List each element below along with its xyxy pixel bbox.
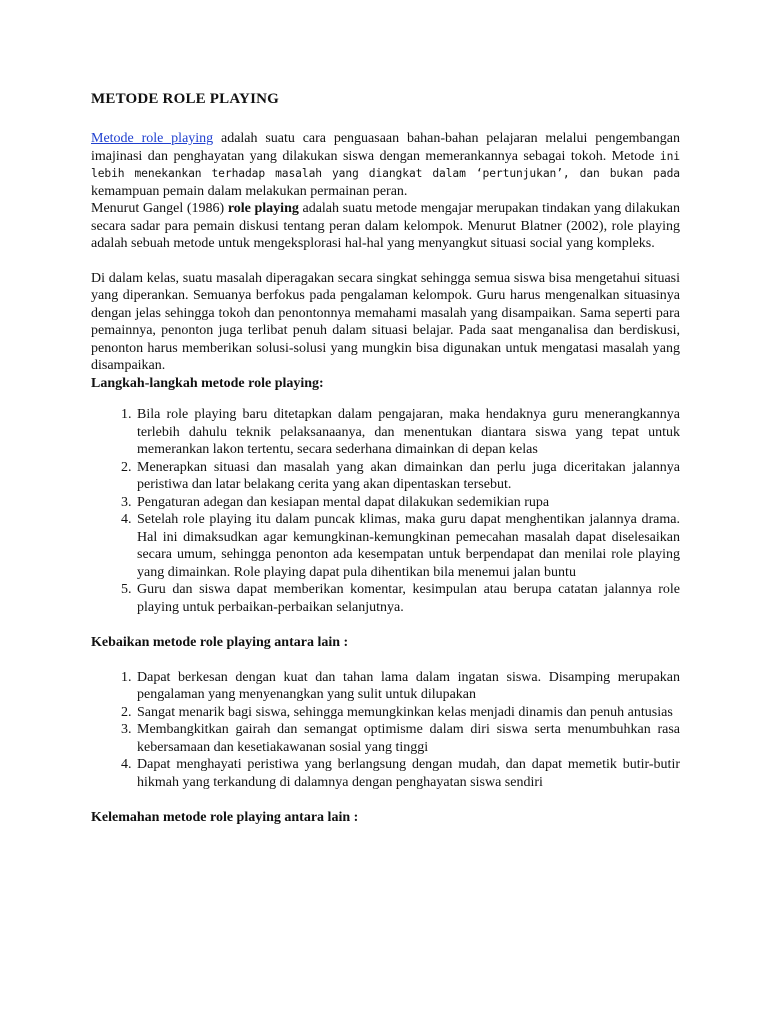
list-item: 1. Bila role playing baru ditetapkan dalam pengajaran, maka hendaknya guru menerangkannya terlebih dahulu teknik pelaksanaanya, dan menentukan diantara siswa yang tepat untuk memerankan lakon tertentu, secara sederhana dimainkan di depan kelas [135, 406, 680, 459]
gangel-before: Menurut Gangel (1986) [91, 201, 228, 216]
intro-text: adalah suatu cara penguasaan bahan-bahan pelajaran melalui pengembangan imajinasi dan penghayatan yang dilakukan siswa dengan memerankannya sebagai tokoh. Metode [91, 131, 680, 164]
role-playing-link[interactable]: Metode role playing [91, 131, 214, 146]
intro-mono-text: ini lebih menekankan terhadap masalah yang diangkat dalam ‘pertunjukan’, dan bukan pada [91, 149, 680, 180]
kebaikan-list [91, 669, 680, 792]
intro-paragraph [91, 130, 680, 200]
gangel-after: adalah suatu metode mengajar merupakan tindakan yang dilakukan secara sadar para pemain diskusi tentang peran dalam kelompok. Menurut Blatner (2002), role playing adalah sebuah metode untuk mengeksplorasi hal-hal yang menyangkut situasi social yang kompleks. [91, 201, 681, 251]
list-item: 3. Pengaturan adegan dan kesiapan mental dapat dilakukan sedemikian rupa [135, 494, 680, 512]
section-gap [91, 616, 680, 634]
paragraph-gap [91, 253, 680, 270]
kelas-paragraph: Di dalam kelas, suatu masalah diperagakan secara singkat sehingga semua siswa bisa mengetahui situasi yang diperankan. Semuanya berfokus pada pengalaman kelompok. Guru harus mengenalkan situasinya dengan jelas sehingga tokoh dan penontonnya memahami masalah yang disampaikan. Sama seperti para pemainnya, penonton juga terlibat penuh dalam situasi belajar. Pada saat menganalisa dan berdiskusi, penonton harus memberikan solusi-solusi yang mungkin bisa digunakan untuk mengatasi masalah yang disampaikan. [91, 270, 680, 373]
intro-text-end: kemampuan pemain dalam melakukan permainan peran. [91, 183, 408, 199]
page-title: METODE ROLE PLAYING [91, 91, 280, 107]
section-gap [91, 791, 680, 809]
list-item: 3. Membangkitkan gairah dan semangat optimisme dalam diri siswa serta menumbuhkan rasa kebersamaan dan kesetiakawanan sosial yang tinggi [135, 721, 680, 756]
langkah-heading: Langkah-langkah metode role playing: [91, 375, 324, 391]
kelemahan-heading: Kelemahan metode role playing antara lain : [91, 810, 359, 825]
list-item: 1. Dapat berkesan dengan kuat dan tahan lama dalam ingatan siswa. Disamping merupakan pengalaman yang menyenangkan yang sulit untuk dilupakan [135, 669, 680, 704]
list-item: 4. Setelah role playing itu dalam puncak klimas, maka guru dapat menghentikan jalannya drama. Hal ini dimaksudkan agar kemungkinan-kemungkinan pemecahan masalah dapat diselesaikan secara umum, sehingga penonton ada kesempatan untuk berpendapat dan menilai role playing yang dimainkan. Role playing dapat pula dihentikan bila menemui jalan buntu [135, 511, 680, 581]
list-item: 5. Guru dan siswa dapat memberikan komentar, kesimpulan atau berupa catatan jalannya role playing untuk perbaikan-perbaikan selanjutnya. [135, 581, 680, 616]
list-item: 2. Sangat menarik bagi siswa, sehingga memungkinkan kelas menjadi dinamis dan penuh antusias [135, 704, 680, 722]
list-item: 2. Menerapkan situasi dan masalah yang akan dimainkan dan perlu juga diceritakan jalannya peristiwa dan latar belakang cerita yang akan dipentaskan tersebut. [135, 459, 680, 494]
gangel-bold: role playing [227, 201, 299, 216]
langkah-list [91, 406, 680, 616]
gangel-paragraph [91, 200, 680, 253]
list-item: 4. Dapat menghayati peristiwa yang berlangsung dengan mudah, dan dapat memetik butir-butir hikmah yang terkandung di dalamnya dengan penghayatan siswa sendiri [135, 756, 680, 791]
kebaikan-heading: Kebaikan metode role playing antara lain : [91, 635, 349, 650]
